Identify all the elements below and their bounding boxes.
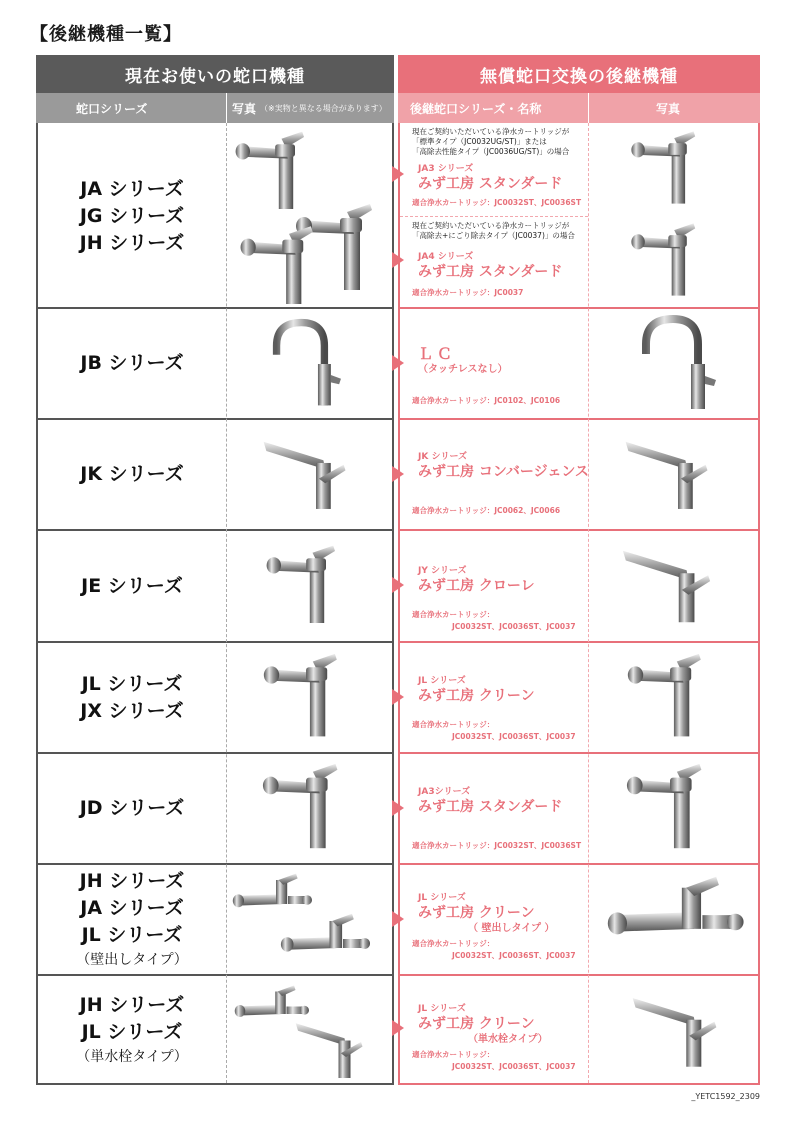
cartridge-values: JC0032ST、JC0036ST、JC0037 [452,1062,576,1071]
current-series-cell [38,643,226,752]
series-label: JH シリーズ [79,231,185,254]
successor-name: みず工房 クリーン [418,688,535,704]
successor-entry [412,451,607,517]
current-faucet-photo [232,128,382,304]
successor-models-header: 無償蛇口交換の後継機種 [398,55,760,93]
cartridge-label: 適合浄水カートリッジ： [412,610,495,619]
current-faucet-photo [254,650,362,746]
successor-entry [412,1003,607,1073]
arrow-icon [392,166,404,182]
arrow-icon [392,689,404,705]
series-label: JA シリーズ [80,897,184,919]
col-faucet-series: 蛇口シリーズ [76,101,148,116]
successor-entry [412,565,607,633]
current-faucet-photo [250,428,360,520]
current-series-cell [38,125,226,307]
successor-series: JA3 シリーズ [418,164,474,174]
row-divider [398,974,760,976]
series-label: JL シリーズ [81,924,183,946]
row-divider [398,529,760,531]
successor-faucet-photo [628,314,728,414]
row-divider [398,307,760,309]
current-series-cell [38,976,226,1083]
row-divider [398,863,760,865]
successor-series: JA3シリーズ [418,787,471,797]
successor-series: JL シリーズ [418,676,466,686]
successor-name: ＬＣ [418,345,457,363]
cartridge-label: 適合浄水カートリッジ： [412,939,495,948]
successor-faucet-photo [618,760,726,858]
series-label: JD シリーズ [79,797,185,819]
successor-faucet-photo [606,874,744,970]
arrow-icon [392,252,404,268]
series-label: JL シリーズ [81,1020,183,1043]
current-series-cell [38,309,226,418]
cartridge-values: JC0032ST、JC0036ST、JC0037 [452,951,576,960]
successor-entry [412,345,607,407]
successor-name: みず工房 クリーン [418,1016,535,1032]
col-photo [232,93,387,123]
series-type-label: （単水栓タイプ） [76,1048,188,1065]
current-series-cell [38,531,226,641]
col-photo-note: （※実物と異なる場合があります） [260,103,387,113]
col-photo-label: 写真 [232,101,257,116]
successor-series: JY シリーズ [418,566,467,576]
cartridge-label: 適合浄水カートリッジ： [412,1050,495,1059]
document-code: _YETC1592_2309 [691,1092,760,1101]
series-label: JH シリーズ [79,870,185,892]
arrow-icon [392,577,404,593]
cartridge-info: 適合浄水カートリッジ：JC0037 [412,288,524,297]
col-successor-name: 後継蛇口シリーズ・名称 [410,101,542,116]
successor-series: JK シリーズ [418,452,468,462]
row-divider [398,752,760,754]
series-label: JE シリーズ [81,574,183,597]
current-faucet-photo [232,872,382,968]
current-series-cell [38,754,226,863]
successor-entry [412,786,607,852]
column-divider [226,123,227,1083]
successor-name: みず工房 クローレ [418,578,535,594]
col-successor-photo: 写真 [656,101,681,116]
series-type-label: （壁出しタイプ） [76,952,188,968]
condition-note: 「高除去性能タイプ（JC0036UG/ST)」の場合 [412,147,570,156]
successor-faucet-photo [612,428,722,520]
successor-faucet-photo [612,536,722,634]
arrow-icon [392,800,404,816]
current-models-header: 現在お使いの蛇口機種 [36,55,394,93]
successor-variant: （ 壁出しタイプ ） [468,923,555,934]
cartridge-values: JC0032ST、JC0036ST、JC0037 [452,732,576,741]
current-faucet-photo [258,542,358,632]
current-subheader [36,93,394,123]
series-label: JA シリーズ [80,177,184,200]
series-label: JH シリーズ [79,993,185,1016]
successor-entry [412,127,607,209]
successor-faucet-photo [618,650,726,746]
successor-name: みず工房 コンバージェンス [418,464,589,480]
successor-variant: （単水栓タイプ） [468,1034,548,1045]
condition-note: 現在ご契約いただいている浄水カートリッジが [412,221,570,230]
arrow-icon [392,355,404,371]
condition-note: 「高除去+にごり除去タイプ（JC0037)」の場合 [412,231,575,240]
series-label: JX シリーズ [80,699,184,722]
arrow-icon [392,466,404,482]
successor-series: JL シリーズ [418,893,466,903]
current-series-cell [38,865,226,974]
series-label: JG シリーズ [79,204,185,227]
sub-row-divider [400,216,588,217]
series-label: JB シリーズ [80,352,184,374]
series-label: JL シリーズ [81,672,183,695]
page-title: 【後継機種一覧】 [30,24,182,45]
current-faucet-photo [254,760,362,858]
successor-series: JA4 シリーズ [418,252,474,262]
condition-note: 「標準タイプ（JC0032UG/ST)」または [412,137,547,146]
successor-name: みず工房 クリーン [418,905,535,921]
successor-faucet-photo [620,220,720,304]
condition-note: 現在ご契約いただいている浄水カートリッジが [412,127,570,136]
cartridge-info: 適合浄水カートリッジ：JC0062、JC0066 [412,506,561,515]
successor-faucet-photo [620,128,720,212]
row-divider [398,418,760,420]
arrow-icon [392,911,404,927]
successor-entry [412,675,607,743]
subheader-divider [588,93,589,123]
current-faucet-photo [256,318,356,410]
current-series-cell [38,420,226,529]
row-divider [398,641,760,643]
successor-subheader [398,93,760,123]
successor-entry [412,221,607,299]
successor-series: JL シリーズ [418,1004,466,1014]
cartridge-info: 適合浄水カートリッジ：JC0102、JC0106 [412,396,561,405]
successor-faucet-photo [610,984,740,1078]
arrow-icon [392,1020,404,1036]
series-label: JK シリーズ [80,463,184,485]
current-faucet-photo [234,984,380,1078]
successor-name: みず工房 スタンダード [418,176,563,192]
cartridge-info: 適合浄水カートリッジ：JC0032ST、JC0036ST [412,198,582,207]
subheader-divider [226,93,227,123]
successor-entry [412,892,607,962]
successor-variant: （タッチレスなし） [418,364,508,375]
cartridge-values: JC0032ST、JC0036ST、JC0037 [452,622,576,631]
cartridge-label: 適合浄水カートリッジ： [412,720,495,729]
successor-name: みず工房 スタンダード [418,264,563,280]
cartridge-info: 適合浄水カートリッジ：JC0032ST、JC0036ST [412,841,582,850]
successor-name: みず工房 スタンダード [418,799,563,815]
